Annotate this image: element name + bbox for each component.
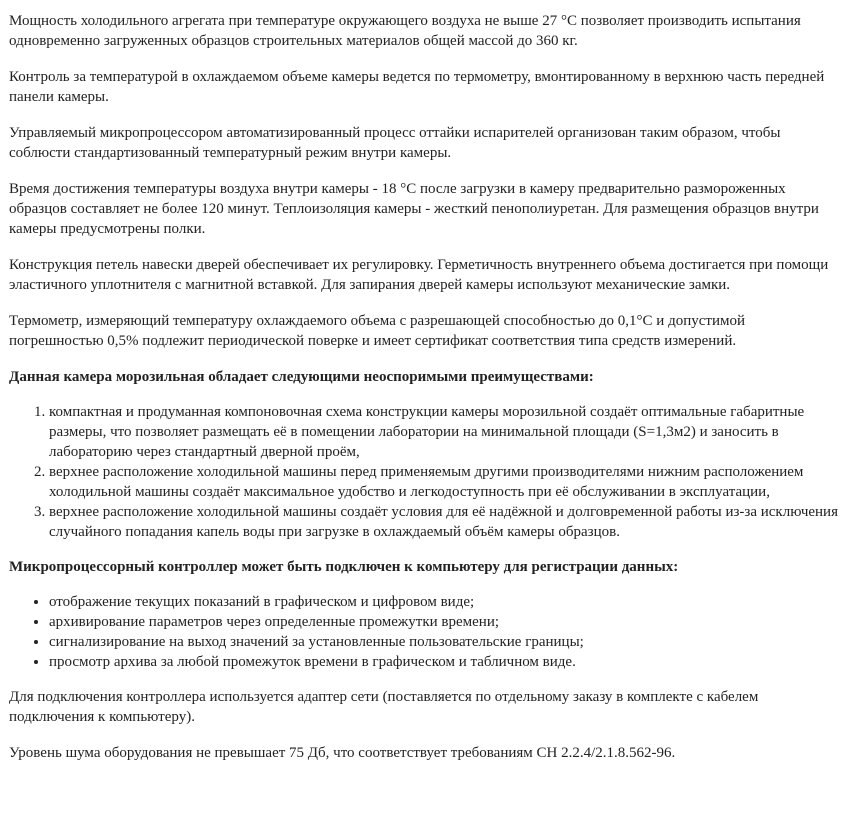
advantages-heading: Данная камера морозильная обладает следующими неоспоримыми преимуществами: — [9, 369, 594, 385]
list-item: 1. компактная и продуманная компоновочная схема конструкции камеры морозильной создаёт оптимальные габаритные размеры, что позволяет размещать её в помещении лаборатории на минимальной площади (S=1,3м2) и заносить в лабораторию через стандартный дверной проём, — [49, 402, 842, 462]
list-item: • сигнализирование на выход значений за установленные пользовательские границы; — [49, 632, 842, 652]
controller-features-list — [9, 592, 842, 672]
paragraph-network-adapter: Для подключения контроллера используется адаптер сети (поставляется по отдельному заказу в комплекте с кабелем подключения к компьютеру). — [9, 689, 759, 725]
list-item: 3. верхнее расположение холодильной машины создаёт условия для её надёжной и долговременной работы из-за исключения случайного попадания капель воды при загрузке в охлаждаемый объём камеры образцов. — [49, 502, 842, 542]
paragraph-temperature-control: Контроль за температурой в охлаждаемом объеме камеры ведется по термометру, вмонтированному в верхнюю часть передней панели камеры. — [9, 69, 825, 105]
controller-heading: Микропроцессорный контроллер может быть подключен к компьютеру для регистрации данных: — [9, 559, 679, 575]
paragraph-refrigeration-power: Мощность холодильного агрегата при температуре окружающего воздуха не выше 27 °С позволяет производить испытания одновременно загруженных образцов строительных материалов общей массой до 360 кг. — [9, 13, 801, 49]
advantages-list — [9, 402, 842, 542]
list-item: • просмотр архива за любой промежуток времени в графическом и табличном виде. — [49, 652, 842, 672]
list-item: • архивирование параметров через определенные промежутки времени; — [49, 612, 842, 632]
paragraph-defrost-process: Управляемый микропроцессором автоматизированный процесс оттайки испарителей организован таким образом, чтобы соблюсти стандартизованный температурный режим внутри камеры. — [9, 125, 781, 161]
paragraph-cooldown-time: Время достижения температуры воздуха внутри камеры - 18 °С после загрузки в камеру предварительно размороженных образцов составляет не более 120 минут. Теплоизоляция камеры - жесткий пенополиуретан. Для размещения образцов внутри камеры предусмотрены полки. — [9, 181, 819, 237]
paragraph-thermometer: Термометр, измеряющий температуру охлаждаемого объема с разрешающей способностью до 0,1°С и допустимой погрешностью 0,5% подлежит периодической поверке и имеет сертификат соответствия типа средств измерений. — [9, 313, 745, 349]
paragraph-noise-level: Уровень шума оборудования не превышает 75 Дб, что соответствует требованиям СН 2.2.4/2.1.8.562-96. — [9, 745, 676, 761]
paragraph-door-construction: Конструкция петель навески дверей обеспечивает их регулировку. Герметичность внутреннего объема достигается при помощи эластичного уплотнителя с магнитной вставкой. Для запирания дверей камеры используют механические замки. — [9, 257, 829, 293]
list-item: • отображение текущих показаний в графическом и цифровом виде; — [49, 592, 842, 612]
list-item: 2. верхнее расположение холодильной машины перед применяемым другими производителями нижним расположением холодильной машины создаёт максимальное удобство и легкодоступность при её обслуживании в эксплуатации, — [49, 462, 842, 502]
